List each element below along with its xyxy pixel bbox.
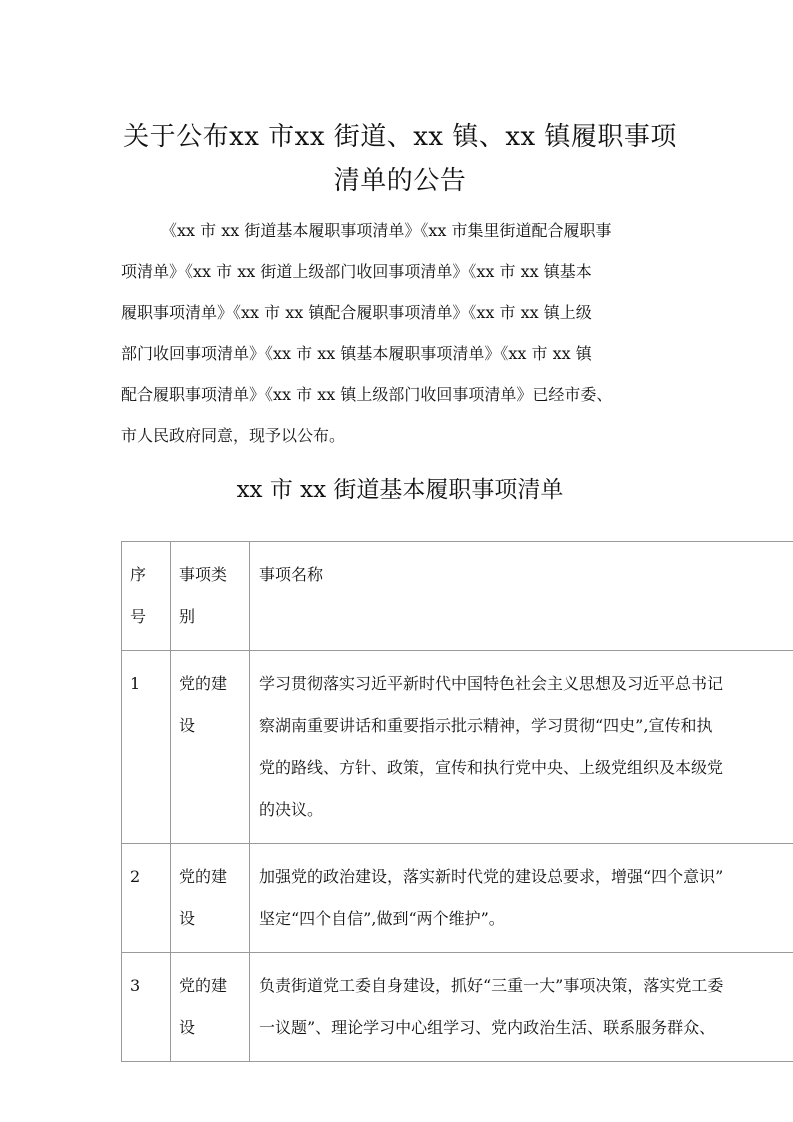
header-name-label: 事项名称: [259, 565, 324, 584]
row-name-line: 的决议。: [259, 800, 324, 819]
row-number-cell: [122, 651, 171, 844]
header-type-line: 别: [179, 607, 196, 626]
table-header-row: [122, 542, 793, 651]
table-row: [122, 844, 793, 953]
row-type-cell: [171, 953, 250, 1062]
document-title-line-2: 清单的公告: [333, 166, 467, 196]
row-number: 2: [130, 867, 141, 886]
header-number-line: 号: [130, 607, 147, 626]
table-row: [122, 651, 793, 844]
row-type-cell: [171, 844, 250, 953]
header-cell-number: [122, 542, 171, 651]
list-subtitle: xx 市 xx 街道基本履职事项清单: [236, 477, 564, 503]
row-number: 1: [130, 674, 141, 693]
row-name-cell: [250, 844, 793, 953]
row-number-cell: [122, 844, 171, 953]
row-type-cell: [171, 651, 250, 844]
row-type-line: 设: [179, 1018, 196, 1037]
row-name-line: 察湖南重要讲话和重要指示批示精神，学习贯彻“四史”,宣传和执: [259, 716, 713, 735]
row-name-line: 一议题”、理论学习中心组学习、党内政治生活、联系服务群众、: [259, 1018, 716, 1037]
table-row: [122, 953, 793, 1062]
row-name-cell: [250, 953, 793, 1062]
row-name-line: 党的路线、方针、政策，宣传和执行党中央、上级党组织及本级党: [259, 758, 724, 777]
paragraph-line: 市人民政府同意，现予以公布。: [121, 426, 346, 445]
row-type-line: 党的建: [179, 867, 228, 886]
row-type-line: 党的建: [179, 674, 228, 693]
row-name-line: 坚定“四个自信”,做到“两个维护”。: [259, 909, 505, 928]
header-cell-name: [250, 542, 793, 651]
row-name-line: 加强党的政治建设，落实新时代党的建设总要求，增强“四个意识”: [259, 867, 724, 886]
announcement-paragraph: [121, 210, 673, 456]
header-cell-type: [171, 542, 250, 651]
paragraph-line: 部门收回事项清单》《xx 市 xx 镇基本履职事项清单》《xx 市 xx 镇: [121, 344, 592, 363]
row-type-line: 设: [179, 909, 196, 928]
paragraph-line: 项清单》《xx 市 xx 街道上级部门收回事项清单》《xx 市 xx 镇基本: [121, 262, 592, 281]
paragraph-line: 配合履职事项清单》《xx 市 xx 镇上级部门收回事项清单》已经市委、: [121, 385, 613, 404]
paragraph-line: 《xx 市 xx 街道基本履职事项清单》《xx 市集里街道配合履职事: [161, 221, 612, 240]
row-number: 3: [130, 976, 141, 995]
row-name-cell: [250, 651, 793, 844]
row-type-line: 设: [179, 716, 196, 735]
row-number-cell: [122, 953, 171, 1062]
row-name-line: 负责街道党工委自身建设，抓好“三重一大”事项决策，落实党工委: [259, 976, 724, 995]
document-title-line-1: 关于公布xx 市xx 街道、xx 镇、xx 镇履职事项: [123, 122, 677, 152]
duty-items-table: [121, 541, 793, 1062]
row-type-line: 党的建: [179, 976, 228, 995]
row-name-line: 学习贯彻落实习近平新时代中国特色社会主义思想及习近平总书记: [259, 674, 724, 693]
header-number-line: 序: [130, 565, 147, 584]
paragraph-line: 履职事项清单》《xx 市 xx 镇配合履职事项清单》《xx 市 xx 镇上级: [121, 303, 592, 322]
header-type-line: 事项类: [179, 565, 228, 584]
